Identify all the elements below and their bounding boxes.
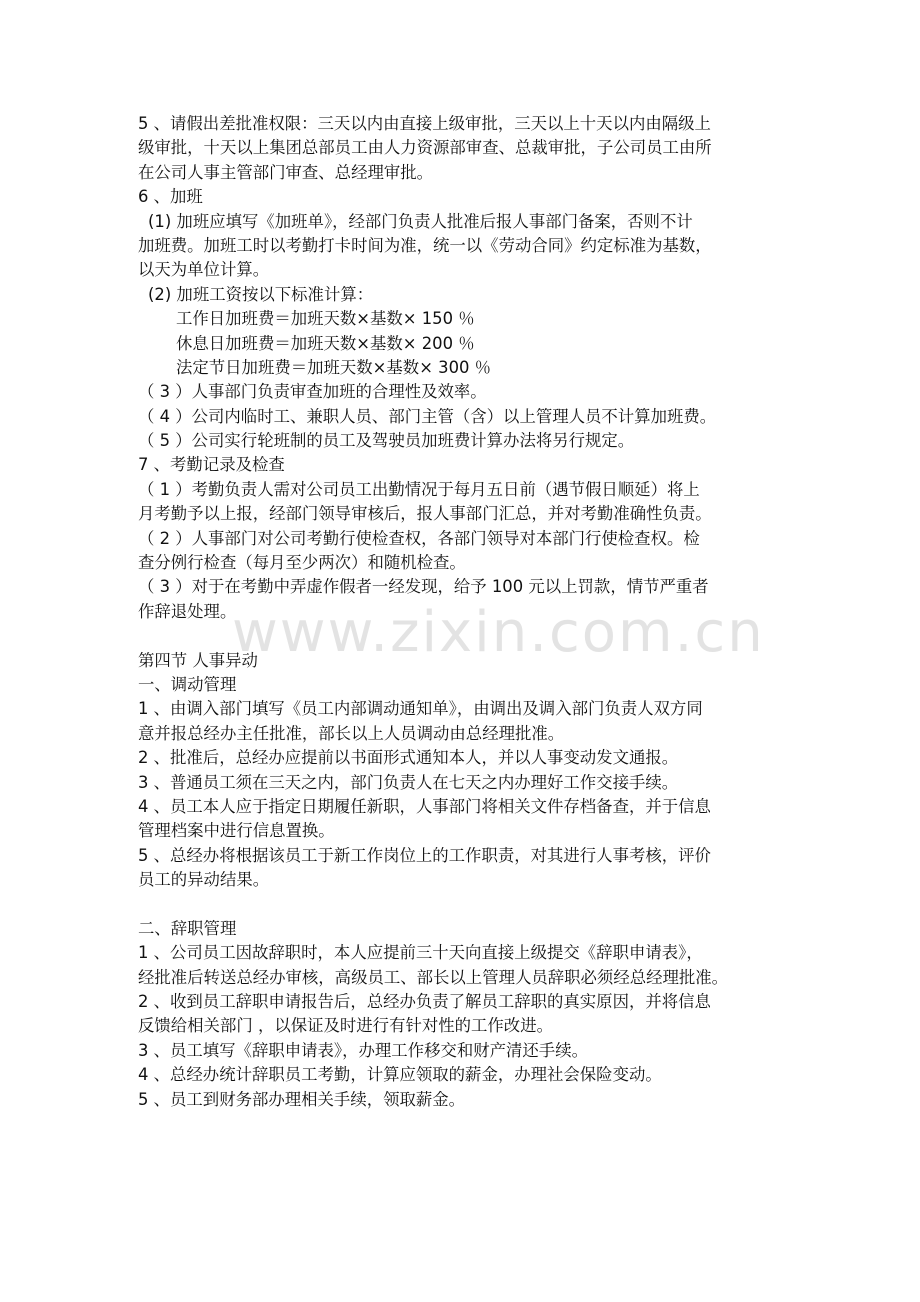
text-line: 作辞退处理。 — [138, 601, 237, 621]
text-line: 1 、由调入部门填写《员工内部调动通知单》，由调出及调入部门负责人双方同 — [138, 699, 703, 719]
text-line: 2 、批准后，总经办应提前以书面形式通知本人，并以人事变动发文通报。 — [138, 748, 679, 768]
text-line: 2 、收到员工辞职申请报告后，总经办负责了解员工辞职的真实原因，并将信息 — [138, 992, 711, 1012]
text-line: 1 、公司员工因故辞职时，本人应提前三十天向直接上级提交《辞职申请表》， — [138, 943, 703, 963]
text-line: 4 、总经办统计辞职员工考勤，计算应领取的薪金，办理社会保险变动。 — [138, 1065, 662, 1085]
paragraph-leave-approval — [138, 112, 790, 185]
text-line: 加班费。加班工时以考勤打卡时间为准，统一以《劳动合同》约定标准为基数， — [138, 235, 712, 255]
document-body — [138, 112, 790, 1112]
subsection-heading: 一、调动管理 — [138, 674, 237, 694]
transfer-management — [138, 673, 790, 893]
text-line: （ 1 ）考勤负责人需对公司员工出勤情况于每月五日前（遇节假日顺延）将上 — [138, 479, 700, 499]
text-line: 反馈给相关部门 ，以保证及时进行有针对性的工作改进。 — [138, 1016, 553, 1036]
paragraph-attendance-1 — [138, 478, 790, 527]
text-line: 5 、总经办将根据该员工于新工作岗位上的工作职责，对其进行人事考核，评价 — [138, 845, 711, 865]
text-line: 3 、员工填写《辞职申请表》，办理工作移交和财产清还手续。 — [138, 1040, 588, 1060]
text-line: 查分例行检查（每月至少两次）和随机检查。 — [138, 553, 466, 573]
formula-restday: 休息日加班费＝加班天数×基数× 200 ％ — [176, 333, 475, 353]
text-line: 经批准后转送总经办审核，高级员工、部长以上管理人员辞职必须经总经理批准。 — [138, 967, 729, 987]
heading-attendance: 7 、考勤记录及检查 — [138, 455, 285, 475]
paragraph-overtime-2: (2) 加班工资按以下标准计算： — [148, 284, 374, 304]
heading-overtime: 6 、加班 — [138, 187, 203, 207]
text-line: 员工的异动结果。 — [138, 870, 270, 890]
paragraph-overtime-5: （ 5 ）公司实行轮班制的员工及驾驶员加班费计算办法将另行规定。 — [138, 431, 635, 451]
text-line: 以天为单位计算。 — [138, 260, 270, 280]
watermark: www.zixin.com.cn — [232, 600, 765, 665]
text-line: 3 、普通员工须在三天之内，部门负责人在七天之内办理好工作交接手续。 — [138, 772, 679, 792]
text-line: 在公司人事主管部门审查、总经理审批。 — [138, 162, 434, 182]
subsection-heading: 二、辞职管理 — [138, 918, 237, 938]
paragraph-attendance-3 — [138, 575, 790, 624]
section-title: 第四节 人事异动 — [138, 650, 258, 670]
blank-line — [138, 624, 790, 648]
paragraph-overtime-1 — [138, 210, 790, 283]
overtime-formulas — [138, 307, 790, 380]
formula-workday: 工作日加班费＝加班天数×基数× 150 ％ — [176, 309, 475, 329]
text-line: 4 、员工本人应于指定日期履任新职，人事部门将相关文件存档备查，并于信息 — [138, 796, 711, 816]
text-line: (1) 加班应填写《加班单》，经部门负责人批准后报人事部门备案，否则不计 — [148, 211, 693, 231]
blank-line — [138, 893, 790, 917]
paragraph-overtime-3: （ 3 ）人事部门负责审查加班的合理性及效率。 — [138, 382, 487, 402]
text-line: （ 2 ）人事部门对公司考勤行使检查权，各部门领导对本部门行使检查权。检 — [138, 528, 700, 548]
text-line: 管理档案中进行信息置换。 — [138, 821, 335, 841]
text-line: 月考勤予以上报，经部门领导审核后，报人事部门汇总，并对考勤准确性负责。 — [138, 504, 712, 524]
formula-holiday: 法定节日加班费＝加班天数×基数× 300 ％ — [176, 357, 492, 377]
text-line: 5 、请假出差批准权限：三天以内由直接上级审批，三天以上十天以内由隔级上 — [138, 114, 711, 133]
resignation-management — [138, 917, 790, 1112]
paragraph-attendance-2 — [138, 527, 790, 576]
text-line: 5 、员工到财务部办理相关手续，领取薪金。 — [138, 1089, 466, 1109]
text-line: 意并报总经办主任批准，部长以上人员调动由总经理批准。 — [138, 723, 565, 743]
text-line: （ 3 ）对于在考勤中弄虚作假者一经发现，给予 100 元以上罚款，情节严重者 — [138, 577, 709, 597]
text-line: 级审批，十天以上集团总部员工由人力资源部审查、总裁审批，子公司员工由所 — [138, 138, 712, 158]
paragraph-overtime-4: （ 4 ）公司内临时工、兼职人员、部门主管（含）以上管理人员不计算加班费。 — [138, 406, 717, 426]
